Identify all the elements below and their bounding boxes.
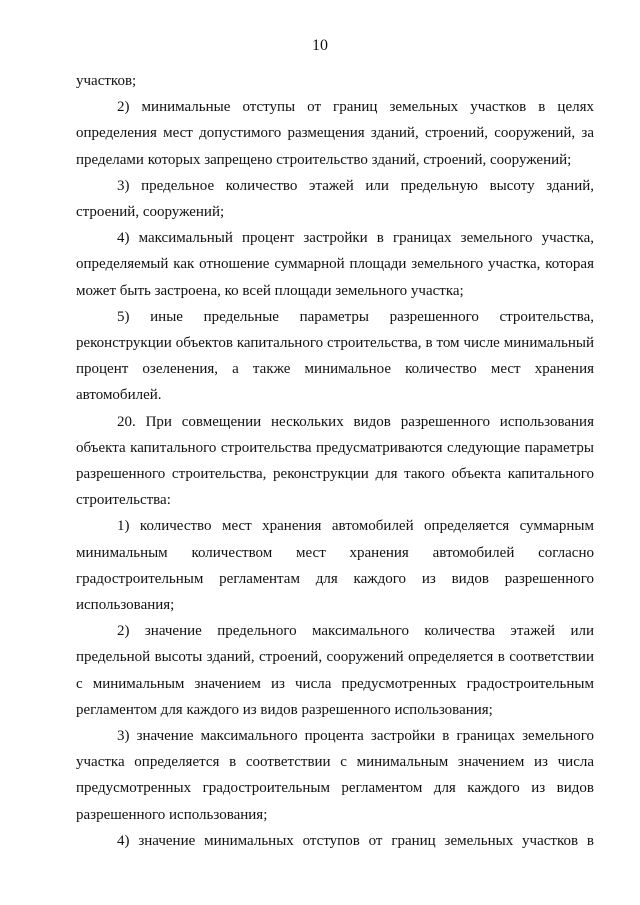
paragraph-continuation: участков; [76, 73, 137, 89]
paragraph-item-2-height: 2) значение предельного максимального количества этажей или предельной высоты зданий, строений, сооружений определяется в соответствии с минимальным значением из числа предусмотренных градостроительным регламентом для каждого из видов разрешенного использования; [76, 623, 594, 718]
document-body [76, 68, 594, 854]
paragraph-item-4-coverage: 4) максимальный процент застройки в границах земельного участка, определяемый как отношение суммарной площади земельного участка, которая может быть застроена, ко всей площади земельного участка; [76, 230, 594, 299]
paragraph-item-3-floors: 3) предельное количество этажей или предельную высоту зданий, строений, сооружений; [76, 177, 594, 221]
paragraph-item-5-other-params: 5) иные предельные параметры разрешенного строительства, реконструкции объектов капитального строительства, в том числе минимальный процент озеленения, а также минимальное количество мест хранения автомобилей. [76, 308, 594, 404]
paragraph-section-20: 20. При совмещении нескольких видов разрешенного использования объекта капитального строительства предусматриваются следующие параметры разрешенного строительства, реконструкции для такого объекта капитального строительства: [76, 413, 594, 509]
paragraph-item-1-parking: 1) количество мест хранения автомобилей определяется суммарным минимальным количеством мест хранения автомобилей согласно градостроительным регламентам для каждого из видов разрешенного использования; [76, 518, 594, 614]
paragraph-item-2-setbacks: 2) минимальные отступы от границ земельных участков в целях определения мест допустимого размещения зданий, строений, сооружений, за пределами которых запрещено строительство зданий, строений, сооружений; [76, 99, 594, 168]
page-number: 10 [312, 37, 328, 54]
paragraph-item-3-coverage: 3) значение максимального процента застройки в границах земельного участка определяется в соответствии с минимальным значением из числа предусмотренных градостроительным регламентом для каждого из видов разрешенного использования; [76, 728, 594, 823]
paragraph-item-4-setbacks: 4) значение минимальных отступов от границ земельных участков в [117, 832, 594, 849]
